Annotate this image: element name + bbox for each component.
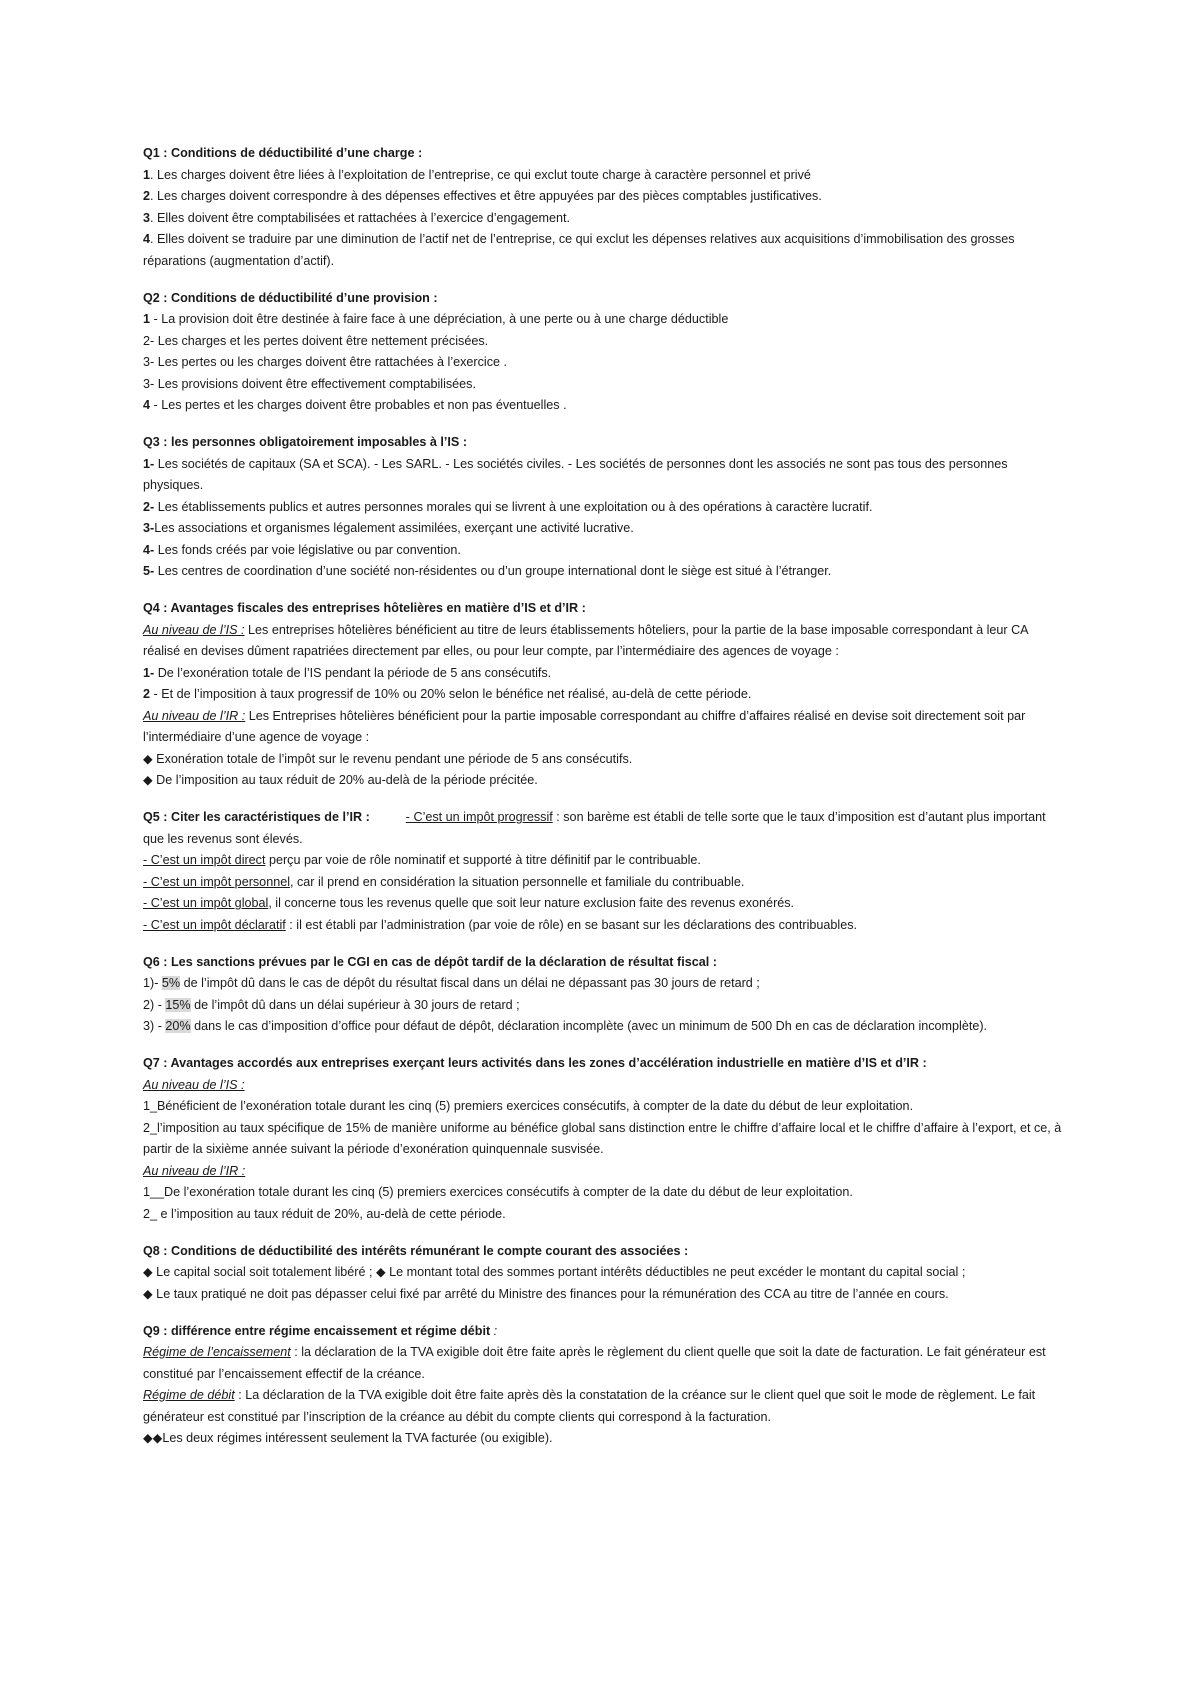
q1-item-3: 3. Elles doivent être comptabilisées et rattachées à l’exercice d’engagement. — [143, 210, 571, 225]
q4-ir-item-2: ◆ De l’imposition au taux réduit de 20% au-delà de la période précitée. — [143, 773, 538, 787]
q2-item-2: 2- Les charges et les pertes doivent être nettement précisées. — [143, 333, 489, 348]
q4-is-paragraph: Au niveau de l’IS : Les entreprises hôtelières bénéficient au titre de leurs établissements hôteliers, pour la partie de la base imposable correspondant à leur CA réalisé en devises dûment rapatriées directement par elles, ou pour leur compte, par l’intermédiaire des agences de voyage : — [143, 622, 1028, 658]
q6-title: Q6 : Les sanctions prévues par le CGI en cas de dépôt tardif de la déclaration de résultat fiscal : — [143, 954, 717, 969]
q9-encaissement: Régime de l’encaissement : la déclaration de la TVA exigible doit être faite après le règlement du client quelle que soit la date de facturation. Le fait générateur est constitué par l’encaissement effectif de la créance. — [143, 1345, 1046, 1381]
q7-section — [143, 1053, 1063, 1225]
q4-section — [143, 598, 1063, 792]
q6-rate-3: 20% — [165, 1019, 191, 1033]
q2-item-5: 4 - Les pertes et les charges doivent être probables et non pas éventuelles . — [143, 398, 567, 412]
q5-title: Q5 : Citer les caractéristiques de l’IR : — [143, 810, 370, 824]
q3-item-3: 3-Les associations et organismes légalement assimilées, exerçant une activité lucrative. — [143, 521, 634, 535]
q8-item-2: ◆ Le taux pratiqué ne doit pas dépasser celui fixé par arrêté du Ministre des finances pour la rémunération des CCA au titre de l’année en cours. — [143, 1286, 949, 1301]
q5-item-1: - C’est un impôt direct perçu par voie de rôle nominatif et supporté à titre définitif par le contribuable. — [143, 853, 701, 867]
q5-first-paragraph: Q5 : Citer les caractéristiques de l’IR : - C’est un impôt progressif : son barème est établi de telle sorte que le taux d’imposition est d’autant plus important que les revenus sont élevés. — [143, 810, 1046, 846]
q1-item-2: 2. Les charges doivent correspondre à des dépenses effectives et être appuyées par des pièces comptables justificatives. — [143, 189, 822, 203]
q7-ir-label: Au niveau de l’IR : — [143, 1163, 246, 1178]
q6-section — [143, 952, 1063, 1038]
q5-item-2: - C’est un impôt personnel, car il prend en considération la situation personnelle et familiale du contribuable. — [143, 874, 745, 889]
q9-enc-label: Régime de l’encaissement — [143, 1345, 291, 1359]
q6-item-1: 1)- 5% de l’impôt dû dans le cas de dépôt du résultat fiscal dans un délai ne dépassant pas 30 jours de retard ; — [143, 976, 760, 990]
q2-item-1: 1 - La provision doit être destinée à faire face à une dépréciation, à une perte ou à une charge déductible — [143, 312, 729, 326]
q1-section — [143, 143, 1063, 272]
document-page — [143, 143, 1063, 1465]
q6-rate-2: 15% — [165, 997, 191, 1012]
q9-note: ◆◆Les deux régimes intéressent seulement la TVA facturée (ou exigible). — [143, 1431, 553, 1445]
q7-is-item-2: 2_l’imposition au taux spécifique de 15% de manière uniforme au bénéfice global sans distinction entre le chiffre d’affaire local et le chiffre d’affaire à l’export, et ce, à partir de la sixième année suivant la période d’exonération quinquennale susvisée. — [143, 1120, 1062, 1156]
q7-ir-item-1: 1__De l’exonération totale durant les cinq (5) premiers exercices consécutifs à compter de la date du début de leur exploitation. — [143, 1185, 853, 1199]
q4-is-item-2: 2 - Et de l’imposition à taux progressif de 10% ou 20% selon le bénéfice net réalisé, au-delà de cette période. — [143, 687, 752, 701]
q7-is-item-1: 1_Bénéficient de l’exonération totale durant les cinq (5) premiers exercices consécutifs, à compter de la date du début de leur exploitation. — [143, 1099, 914, 1113]
q6-item-3: 3) - 20% dans le cas d’imposition d’office pour défaut de dépôt, déclaration incomplète (avec un minimum de 500 Dh en cas de déclaration incomplète). — [143, 1019, 988, 1033]
q4-ir-item-1: ◆ Exonération totale de l’impôt sur le revenu pendant une période de 5 ans consécutifs. — [143, 751, 633, 766]
q6-rate-1: 5% — [161, 976, 181, 990]
q4-title: Q4 : Avantages fiscales des entreprises hôtelières en matière d’IS et d’IR : — [143, 601, 586, 615]
q5-item-4: - C’est un impôt déclaratif : il est établi par l’administration (par voie de rôle) en se basant sur les déclarations des contribuables. — [143, 917, 858, 932]
q3-item-5: 5- Les centres de coordination d’une société non-résidentes ou d’un groupe international dont le siège est situé à l’étranger. — [143, 564, 832, 578]
q4-is-item-1: 1- De l’exonération totale de l’IS pendant la période de 5 ans consécutifs. — [143, 665, 552, 680]
q4-ir-paragraph: Au niveau de l’IR : Les Entreprises hôtelières bénéficient pour la partie imposable correspondant au chiffre d’affaires réalisé en devise soit directement soit par l’intermédiaire d’une agence de voyage : — [143, 708, 1026, 744]
q3-item-1: 1- Les sociétés de capitaux (SA et SCA). - Les SARL. - Les sociétés civiles. - Les sociétés de personnes dont les associés ne sont pas tous des personnes physiques. — [143, 456, 1008, 492]
q1-title: Q1 : Conditions de déductibilité d’une charge : — [143, 146, 423, 160]
q7-title: Q7 : Avantages accordés aux entreprises exerçant leurs activités dans les zones d’accélération industrielle en matière d’IS et d’IR : — [143, 1056, 927, 1070]
q9-title: Q9 : différence entre régime encaissement et régime débit — [143, 1323, 491, 1338]
q3-item-2: 2- Les établissements publics et autres personnes morales qui se livrent à une exploitation ou à des opérations à caractère lucratif. — [143, 499, 873, 514]
q2-section — [143, 288, 1063, 417]
q8-item-1: ◆ Le capital social soit totalement libéré ; ◆ Le montant total des sommes portant intérêts déductibles ne peut excéder le montant du capital social ; — [143, 1265, 966, 1279]
q7-ir-item-2: 2_ e l’imposition au taux réduit de 20%, au-delà de cette période. — [143, 1206, 506, 1221]
q4-ir-label: Au niveau de l’IR : — [143, 708, 246, 723]
q3-title: Q3 : les personnes obligatoirement imposables à l’IS : — [143, 435, 468, 449]
q9-title-line: Q9 : différence entre régime encaissement et régime débit : — [143, 1323, 498, 1338]
q9-deb-label: Régime de débit — [143, 1388, 235, 1402]
q1-item-4: 4. Elles doivent se traduire par une diminution de l’actif net de l’entreprise, ce qui exclut les dépenses relatives aux acquisitions d’immobilisation des grosses réparations (augmentation d’actif). — [143, 232, 1015, 268]
q3-item-4: 4- Les fonds créés par voie législative ou par convention. — [143, 542, 461, 557]
q5-item-3: - C’est un impôt global, il concerne tous les revenus quelle que soit leur nature exclusion faite des revenus exonérés. — [143, 896, 795, 910]
q1-item-1: 1. Les charges doivent être liées à l’exploitation de l’entreprise, ce qui exclut toute charge à caractère personnel et privé — [143, 167, 811, 182]
q2-item-3: 3- Les pertes ou les charges doivent être rattachées à l’exercice . — [143, 355, 508, 369]
q7-is-label: Au niveau de l’IS : — [143, 1077, 245, 1092]
q4-is-label: Au niveau de l’IS : — [143, 622, 245, 637]
q9-debit: Régime de débit : La déclaration de la TVA exigible doit être faite après dès la constatation de la créance sur le client quel que soit le mode de règlement. Le fait générateur est constitué par l’inscription de la créance au débit du compte clients qui correspond à la facturation. — [143, 1388, 1036, 1424]
q6-item-2: 2) - 15% de l’impôt dû dans un délai supérieur à 30 jours de retard ; — [143, 997, 520, 1012]
q8-title: Q8 : Conditions de déductibilité des intérêts rémunérant le compte courant des associées : — [143, 1243, 689, 1258]
q5-section — [143, 807, 1063, 936]
q2-item-4: 3- Les provisions doivent être effectivement comptabilisées. — [143, 376, 476, 391]
q9-section — [143, 1321, 1063, 1450]
q2-title: Q2 : Conditions de déductibilité d’une provision : — [143, 290, 438, 305]
q8-section — [143, 1241, 1063, 1306]
q3-section — [143, 432, 1063, 583]
